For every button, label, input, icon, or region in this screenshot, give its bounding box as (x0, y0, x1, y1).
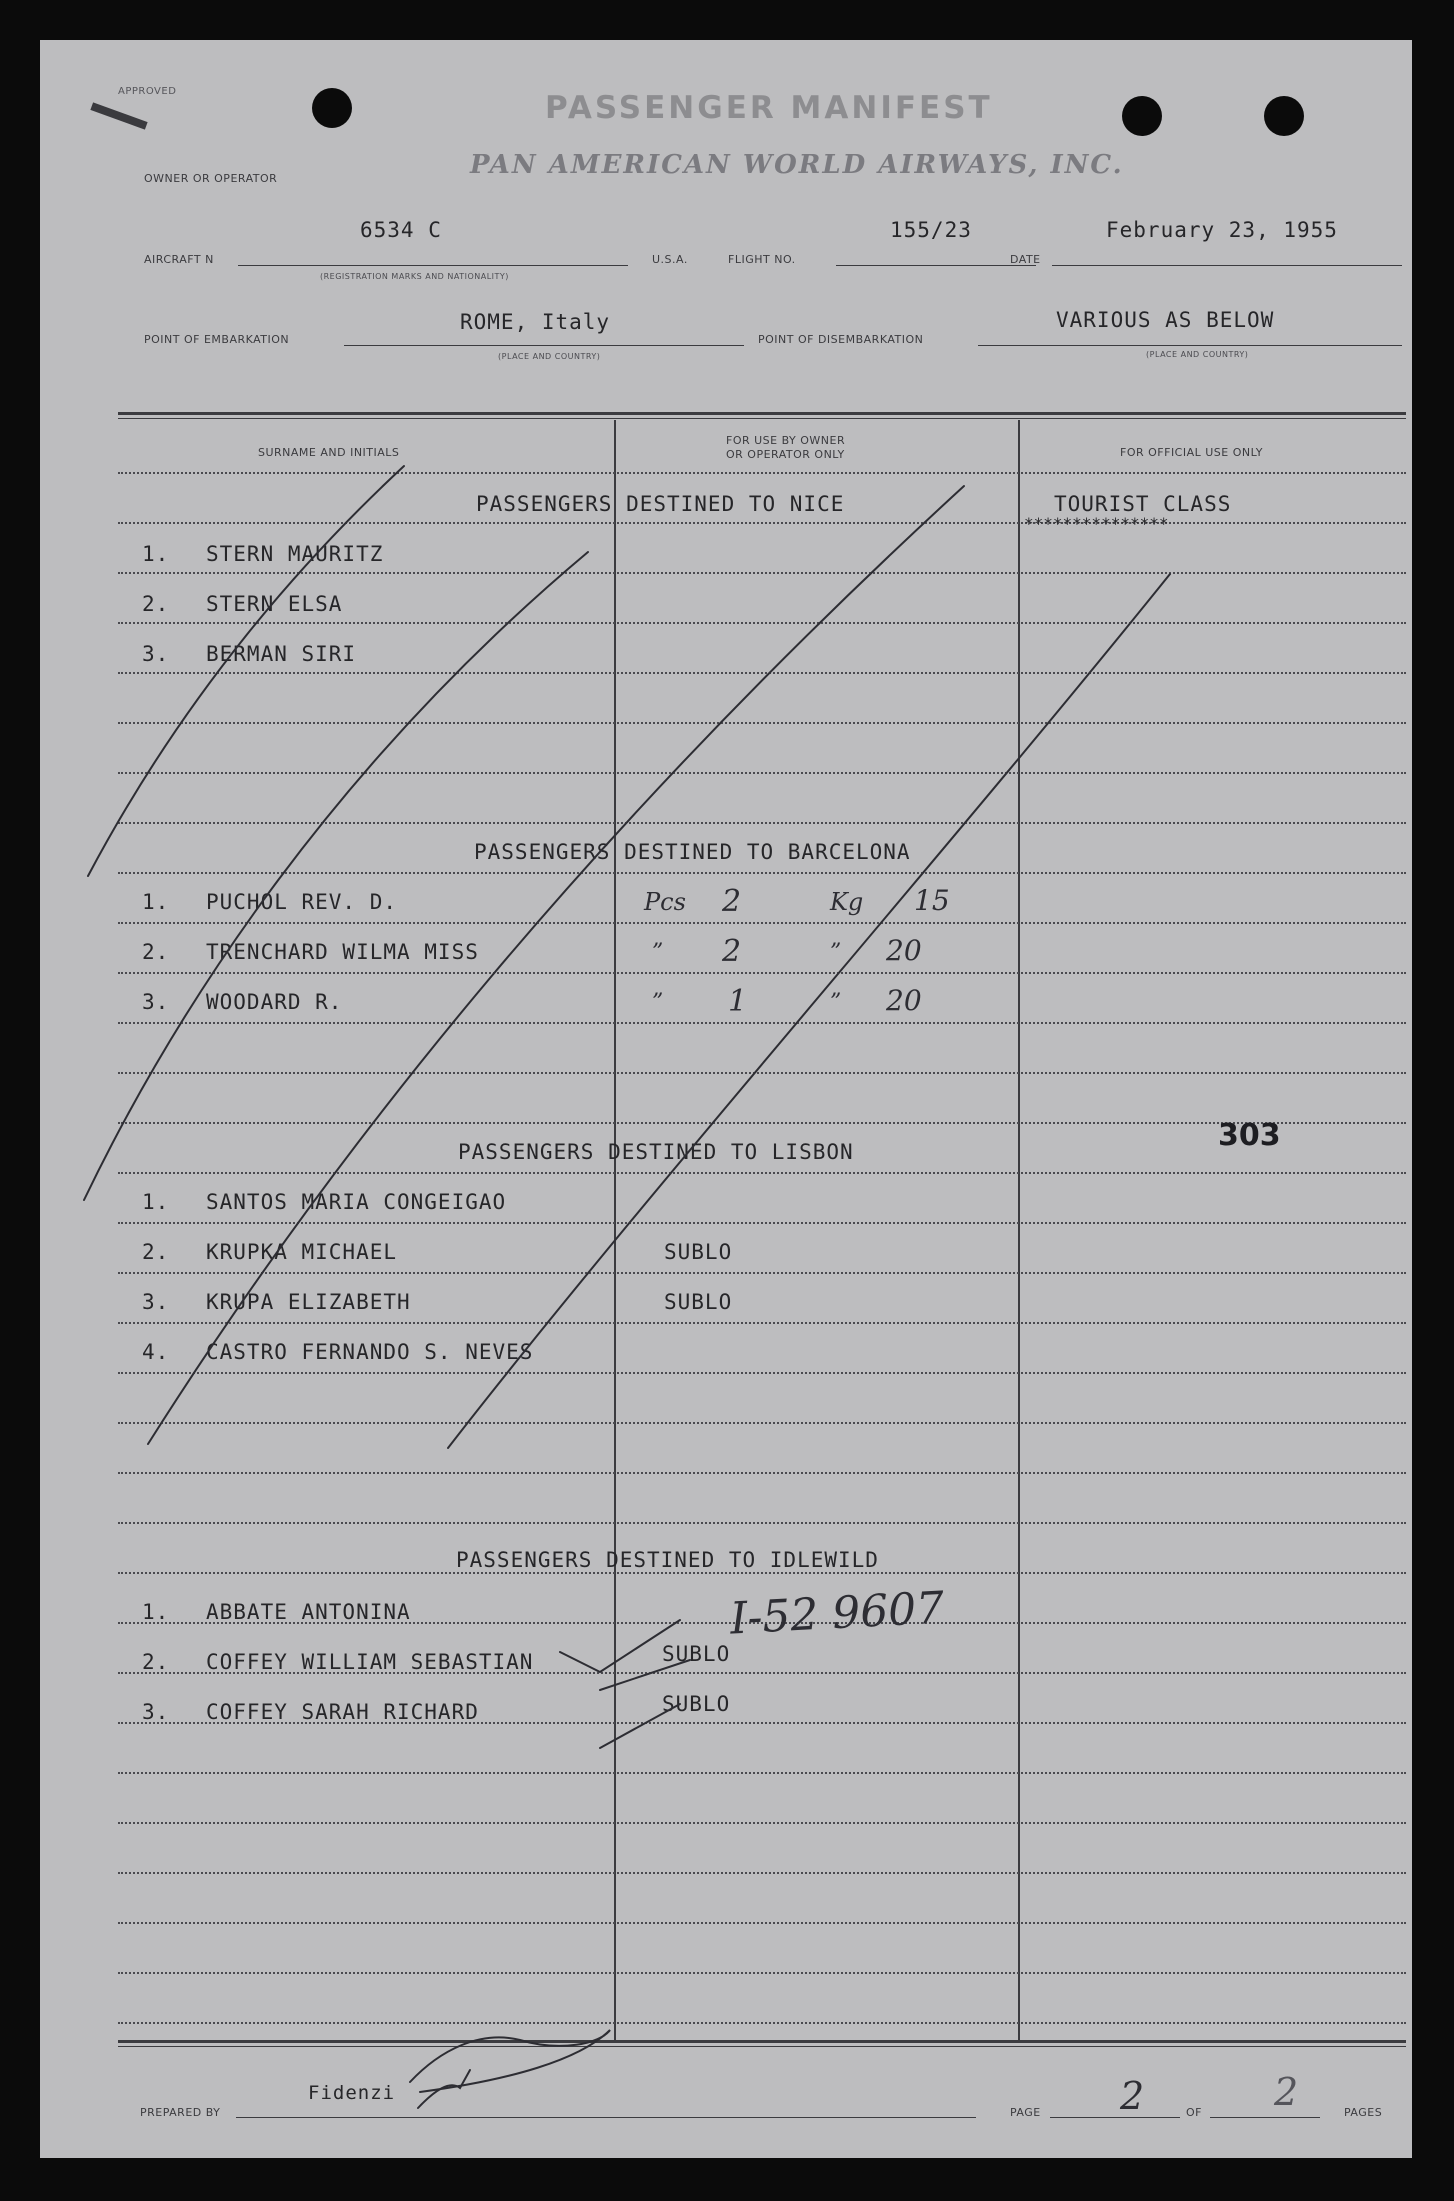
operator-name: PAN AMERICAN WORLD AIRWAYS, INC. (470, 150, 1124, 180)
ditto-mark: ” (652, 940, 664, 965)
passenger-name: COFFEY SARAH RICHARD (206, 1700, 479, 1724)
tourist-class-note: TOURIST CLASS (1054, 492, 1232, 516)
disembarkation-label: POINT OF DISEMBARKATION (758, 333, 924, 346)
prepared-by-name: Fidenzi (308, 2082, 396, 2104)
approval-stamp: APPROVED (118, 86, 177, 97)
section-heading-nice: PASSENGERS DESTINED TO NICE (476, 492, 845, 516)
col-header-owner-2: OR OPERATOR ONLY (726, 448, 845, 461)
section-heading-idlewild: PASSENGERS DESTINED TO IDLEWILD (456, 1548, 879, 1572)
pcs-value: 2 (722, 934, 742, 969)
kg-value: 20 (886, 984, 922, 1017)
stamp-number: 303 (1218, 1118, 1281, 1153)
cancel-stroke (448, 574, 1170, 1448)
check-mark (600, 1704, 680, 1748)
date-label: DATE (1010, 253, 1041, 266)
page-total: 2 (1274, 2070, 1299, 2114)
col-header-official: FOR OFFICIAL USE ONLY (1120, 446, 1264, 459)
row-num: 1. (142, 1600, 170, 1624)
kg-value: 20 (886, 934, 922, 967)
owner-note: SUBLO (662, 1642, 731, 1666)
pages-label: PAGES (1344, 2106, 1383, 2119)
check-mark (560, 1620, 680, 1672)
embarkation-value: ROME, Italy (460, 310, 611, 334)
section-heading-lisbon: PASSENGERS DESTINED TO LISBON (458, 1140, 854, 1164)
manifest-sheet (40, 40, 1412, 2158)
pen-strokes (40, 40, 1412, 2158)
check-mark (600, 1660, 690, 1690)
passenger-name: COFFEY WILLIAM SEBASTIAN (206, 1650, 534, 1674)
row-num: 4. (142, 1340, 170, 1364)
usa-label: U.S.A. (652, 253, 688, 266)
prepared-by-label: PREPARED BY (140, 2106, 221, 2119)
pcs-label: Pcs (644, 888, 686, 916)
pcs-value: 1 (728, 984, 748, 1019)
row-num: 2. (142, 592, 170, 616)
owner-note: SUBLO (662, 1692, 731, 1716)
aircraft-value: 6534 C (360, 218, 442, 242)
row-num: 3. (142, 1290, 170, 1314)
passenger-name: PUCHOL REV. D. (206, 890, 398, 914)
row-num: 3. (142, 1700, 170, 1724)
page-label: PAGE (1010, 2106, 1041, 2119)
registration-note: (REGISTRATION MARKS AND NATIONALITY) (320, 272, 509, 281)
form-title: PASSENGER MANIFEST (545, 90, 993, 126)
aircraft-label: AIRCRAFT N (144, 253, 214, 266)
owner-note: SUBLO (664, 1290, 733, 1314)
visa-number: I-52 9607 (728, 1582, 946, 1645)
row-num: 3. (142, 990, 170, 1014)
kg-label: Kg (830, 888, 864, 916)
passenger-name: WOODARD R. (206, 990, 343, 1014)
tourist-class-stars: *************** (1024, 514, 1169, 533)
ditto-mark: ” (830, 940, 842, 965)
row-num: 2. (142, 1240, 170, 1264)
passenger-name: ABBATE ANTONINA (206, 1600, 411, 1624)
row-num: 2. (142, 940, 170, 964)
owner-label: OWNER OR OPERATOR (144, 172, 278, 185)
passenger-name: KRUPA ELIZABETH (206, 1290, 411, 1314)
signature-stroke (410, 2030, 610, 2092)
passenger-name: SANTOS MARIA CONGEIGAO (206, 1190, 507, 1214)
embarkation-label: POINT OF EMBARKATION (144, 333, 290, 346)
row-num: 3. (142, 642, 170, 666)
ditto-mark: ” (652, 990, 664, 1015)
row-num: 1. (142, 1190, 170, 1214)
cancel-stroke (84, 552, 588, 1200)
pcs-value: 2 (722, 884, 742, 919)
passenger-name: BERMAN SIRI (206, 642, 357, 666)
passenger-name: CASTRO FERNANDO S. NEVES (206, 1340, 534, 1364)
row-num: 1. (142, 542, 170, 566)
place-note-embark: (PLACE AND COUNTRY) (498, 352, 601, 361)
passenger-name: TRENCHARD WILMA MISS (206, 940, 479, 964)
place-note-disembark: (PLACE AND COUNTRY) (1146, 350, 1249, 359)
col-header-owner-1: FOR USE BY OWNER (726, 434, 846, 447)
date-value: February 23, 1955 (1106, 218, 1338, 242)
passenger-name: KRUPKA MICHAEL (206, 1240, 398, 1264)
cancel-stroke (88, 466, 404, 876)
flight-label: FLIGHT NO. (728, 253, 796, 266)
section-heading-barcelona: PASSENGERS DESTINED TO BARCELONA (474, 840, 911, 864)
cancel-stroke (148, 486, 964, 1444)
row-num: 2. (142, 1650, 170, 1674)
flight-value: 155/23 (890, 218, 972, 242)
page-number: 2 (1120, 2074, 1145, 2118)
col-header-surname: SURNAME AND INITIALS (258, 446, 400, 459)
disembarkation-value: VARIOUS AS BELOW (1056, 308, 1275, 332)
row-num: 1. (142, 890, 170, 914)
kg-value: 15 (914, 884, 950, 917)
of-label: OF (1186, 2106, 1202, 2119)
ditto-mark: ” (830, 990, 842, 1015)
passenger-name: STERN ELSA (206, 592, 343, 616)
owner-note: SUBLO (664, 1240, 733, 1264)
passenger-name: STERN MAURITZ (206, 542, 384, 566)
